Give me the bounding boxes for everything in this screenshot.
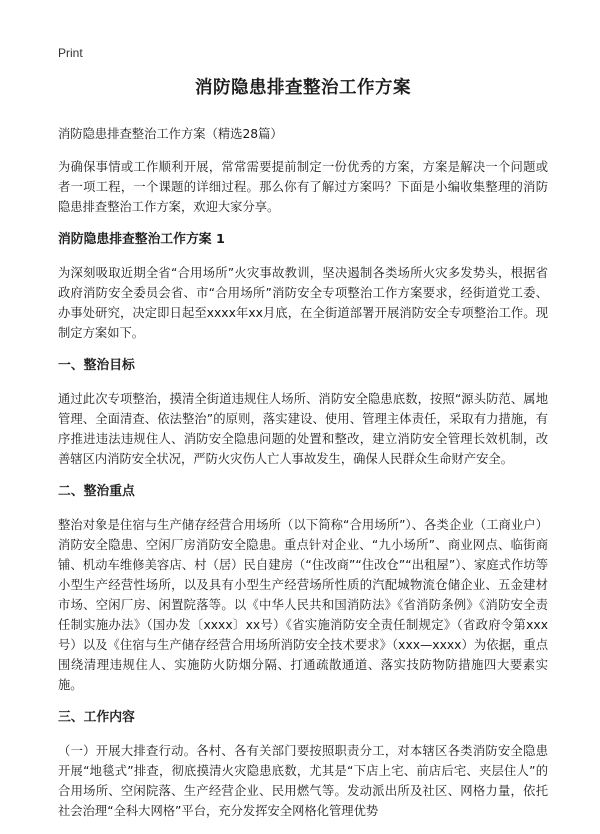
heading-content: 三、工作内容 bbox=[58, 710, 135, 725]
article-body bbox=[58, 74, 548, 834]
goal-paragraph: 通过此次专项整治，摸清全街道违规住人场所、消防安全隐患底数，按照“源头防范、属地管理、全面清查、依法整治”的原则，落实建设、使用、管理主体责任，采取有力措施，有序推进违法违规住人、消防安全隐患问题的处置和整改，建立消防安全管理长效机制，改善辖区内消防安全状况，严防火灾伤人亡人事故发生，确保人民群众生命财产安全。 bbox=[58, 392, 548, 466]
page-title: 消防隐患排查整治工作方案 bbox=[195, 78, 411, 98]
section1-paragraph: 为深刻吸取近期全省“合用场所”火灾事故教训，坚决遏制各类场所火灾多发势头，根据省政府消防安全委员会省、市“合用场所”消防安全专项整治工作方案要求，经街道党工委、办事处研究，决定即日起至xxxx年xx月底，在全街道部署开展消防安全专项整治工作。现制定方案如下。 bbox=[58, 266, 548, 340]
section-heading-1: 消防隐患排查整治工作方案 1 bbox=[58, 232, 225, 247]
print-link[interactable]: Print bbox=[58, 46, 83, 60]
article-subtitle: 消防隐患排查整治工作方案（精选28篇） bbox=[58, 127, 283, 141]
heading-goal: 一、整治目标 bbox=[58, 358, 135, 373]
focus-paragraph: 整治对象是住宿与生产储存经营合用场所（以下简称“合用场所”）、各类企业（工商业户）消防安全隐患、空闲厂房消防安全隐患。重点针对企业、“九小场所”、商业网点、临街商铺、机动车维修美容店、村（居）民自建房（“住改商”“住改仓”“出租屋”）、家庭式作坊等小型生产经营性场所，以及具有小型生产经营场所性质的汽配城物流仓储企业、五金建材市场、空闲厂房、闲置院落等。以《中华人民共和国消防法》《省消防条例》《消防安全责任制实施办法》（国办发〔xxxx〕xx号）《省实施消防安全责任制规定》（省政府令第xxx号）以及《住宿与生产储存经营合用场所消防安全技术要求》（xxx—xxxx）为依据，重点围绕清理违规住人、实施防火防烟分隔、打通疏散通道、落实技防物防措施四大要素实施。 bbox=[58, 518, 548, 692]
content-paragraph: （一）开展大排查行动。各村、各有关部门要按照职责分工，对本辖区各类消防安全隐患开展“地毯式”排查，彻底摸清火灾隐患底数，尤其是“下店上宅、前店后宅、夹层住人”的合用场所、空闲院落、生产经营企业、民用燃气等。发动派出所及社区、网格力量，依托社会治理“全科大网格”平台，充分发挥安全网格化管理优势 bbox=[58, 744, 548, 818]
heading-focus: 二、整治重点 bbox=[58, 484, 135, 499]
intro-paragraph: 为确保事情或工作顺利开展，常常需要提前制定一份优秀的方案，方案是解决一个问题或者一项工程，一个课题的详细过程。那么你有了解过方案吗？下面是小编收集整理的消防隐患排查整治工作方案，欢迎大家分享。 bbox=[58, 160, 548, 214]
